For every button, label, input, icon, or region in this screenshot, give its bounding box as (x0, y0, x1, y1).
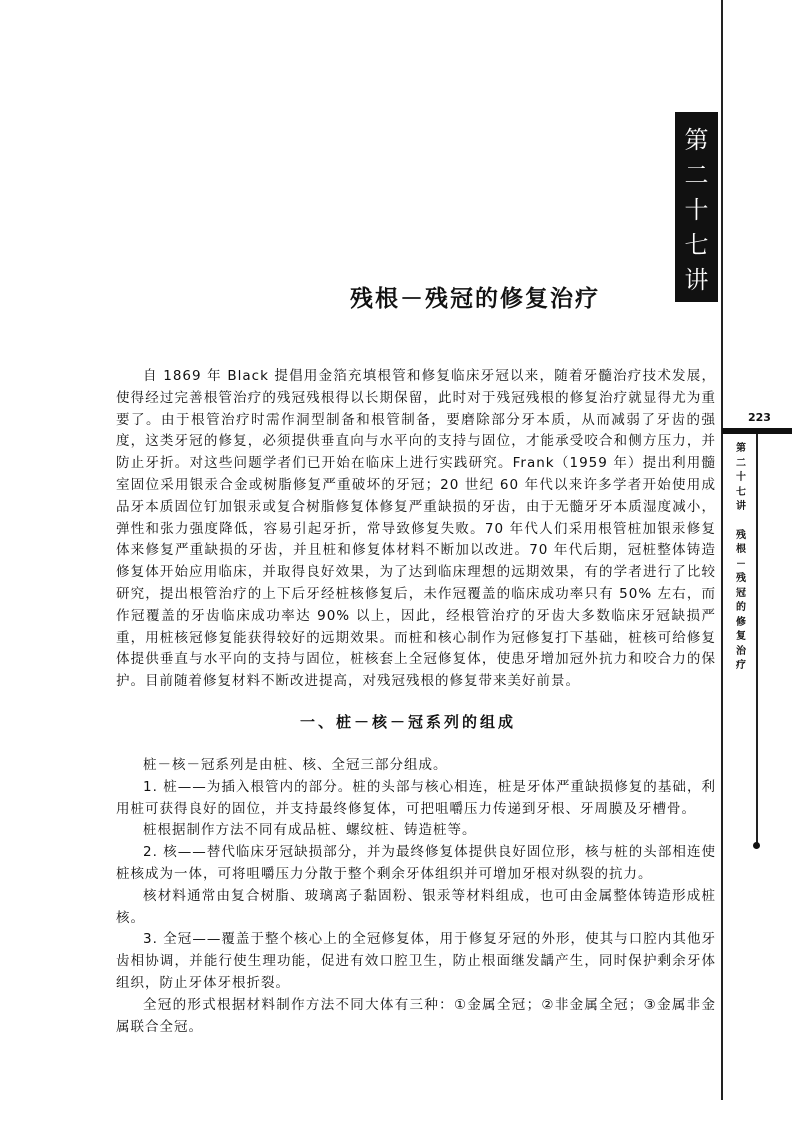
running-head-gap (732, 515, 750, 529)
side-rule (756, 434, 758, 844)
running-head (732, 442, 750, 674)
chapter-tab-char: 二 (684, 161, 709, 189)
running-head-char: 冠 (736, 587, 746, 599)
running-head-char: 治 (736, 645, 746, 657)
paragraph: 1. 桩——为插入根管内的部分。桩的头部与核心相连，桩是牙体严重缺损修复的基础，利用桩可获得良好的固位，并支持最终修复体，可把咀嚼压力传递到牙根、牙周膜及牙槽骨。 (116, 778, 716, 817)
running-head-char: 七 (736, 486, 746, 498)
chapter-title: 残根－残冠的修复治疗 (350, 286, 600, 312)
running-head-char: 修 (736, 616, 746, 628)
paragraph: 桩根据制作方法不同有成品桩、螺纹桩、铸造桩等。 (143, 822, 477, 839)
running-head-char: 残 (736, 529, 746, 541)
chapter-tab-char: 七 (684, 231, 709, 259)
paragraph: 核材料通常由复合树脂、玻璃离子黏固粉、银汞等材料组成，也可由金属整体铸造形成桩核。 (116, 887, 716, 926)
running-head-char: 十 (736, 472, 746, 483)
paragraph: 3. 全冠——覆盖于整个核心上的全冠修复体，用于修复牙冠的外形，使其与口腔内其他牙齿相协调，并能行使生理功能，促进有效口腔卫生，防止根面继发龋产生，同时保护剩余牙体组织，防止牙体牙根折裂。 (116, 931, 716, 991)
chapter-tab-char: 讲 (684, 266, 709, 294)
running-head-char: － (736, 558, 746, 570)
paragraph: 桩－核－冠系列是由桩、核、全冠三部分组成。 (143, 756, 448, 773)
chapter-tab-char: 十 (684, 196, 709, 224)
running-head-char: 根 (736, 544, 746, 555)
side-rule-end-dot (753, 842, 760, 849)
intro-paragraph: 自 1869 年 Black 提倡用金箔充填根管和修复临床牙冠以来，随着牙髓治疗技术发展，使得经过完善根管治疗的残冠残根得以长期保留，此时对于残冠残根的修复治疗就显得尤为重要了。由于根管治疗时需作洞型制备和根管制备，要磨除部分牙本质，从而减弱了牙齿的强度，这类牙冠的修复，必须提供垂直向与水平向的支持与固位，才能承受咬合和侧方压力，并防止牙折。对这些问题学者们已开始在临床上进行实践研究。Frank（1959 年）提出利用髓室固位采用银汞合金或树脂修复严重破坏的牙冠；20 世纪 60 年代以来许多学者开始使用成品牙本质固位钉加银汞或复合树脂修复体修复严重缺损的牙齿，由于无髓牙牙本质湿度减小，弹性和张力强度降低，容易引起牙折，常导致修复失败。70 年代人们采用根管桩加银汞修复体来修复严重缺损的牙齿，并且桩和修复体材料不断加以改进。70 年代后期，冠桩整体铸造修复体开始应用临床，并取得良好效果，为了达到临床理想的远期效果，有的学者进行了比较研究，提出根管治疗的上下后牙经桩核修复后，未作冠覆盖的临床成功率只有 50% 左右，而作冠覆盖的牙齿临床成功率达 90% 以上，因此，经根管治疗的牙齿大多数临床牙冠缺损严重，用桩核冠修复能获得较好的远期效果。而桩和核心制作为冠修复打下基础，桩核可给修复体提供垂直与水平向的支持与固位，桩核套上全冠修复体，使患牙增加冠外抗力和咬合力的保护。目前随着修复材料不断改进提高，对残冠残根的修复带来美好前景。 (116, 368, 716, 690)
chapter-tab-char: 第 (684, 126, 709, 154)
main-text-flow (116, 366, 716, 1038)
running-head-char: 第 (736, 443, 746, 454)
intro-section (116, 366, 716, 693)
chapter-tab (675, 112, 718, 302)
page-number-bar (722, 428, 792, 434)
paragraph: 2. 核——替代临床牙冠缺损部分，并为最终修复体提供良好固位形，核与桩的头部相连使桩核成为一体，可将咀嚼压力分散于整个剩余牙体组织并可增加牙根对纵裂的抗力。 (116, 844, 716, 882)
running-head-char: 残 (736, 573, 746, 584)
page-number: 223 (748, 411, 771, 424)
paragraph: 全冠的形式根据材料制作方法不同大体有三种：①金属全冠；②非金属全冠；③金属非金属联合全冠。 (116, 996, 716, 1035)
running-head-char: 讲 (736, 501, 746, 512)
page-right-rule (721, 0, 723, 1100)
running-head-char: 疗 (736, 660, 746, 671)
running-head-char: 的 (736, 602, 746, 613)
running-head-char: 二 (736, 457, 746, 469)
section-heading: 一、桩－核－冠系列的组成 (300, 712, 517, 731)
section-body (116, 755, 716, 1038)
running-head-char: 复 (736, 631, 746, 642)
